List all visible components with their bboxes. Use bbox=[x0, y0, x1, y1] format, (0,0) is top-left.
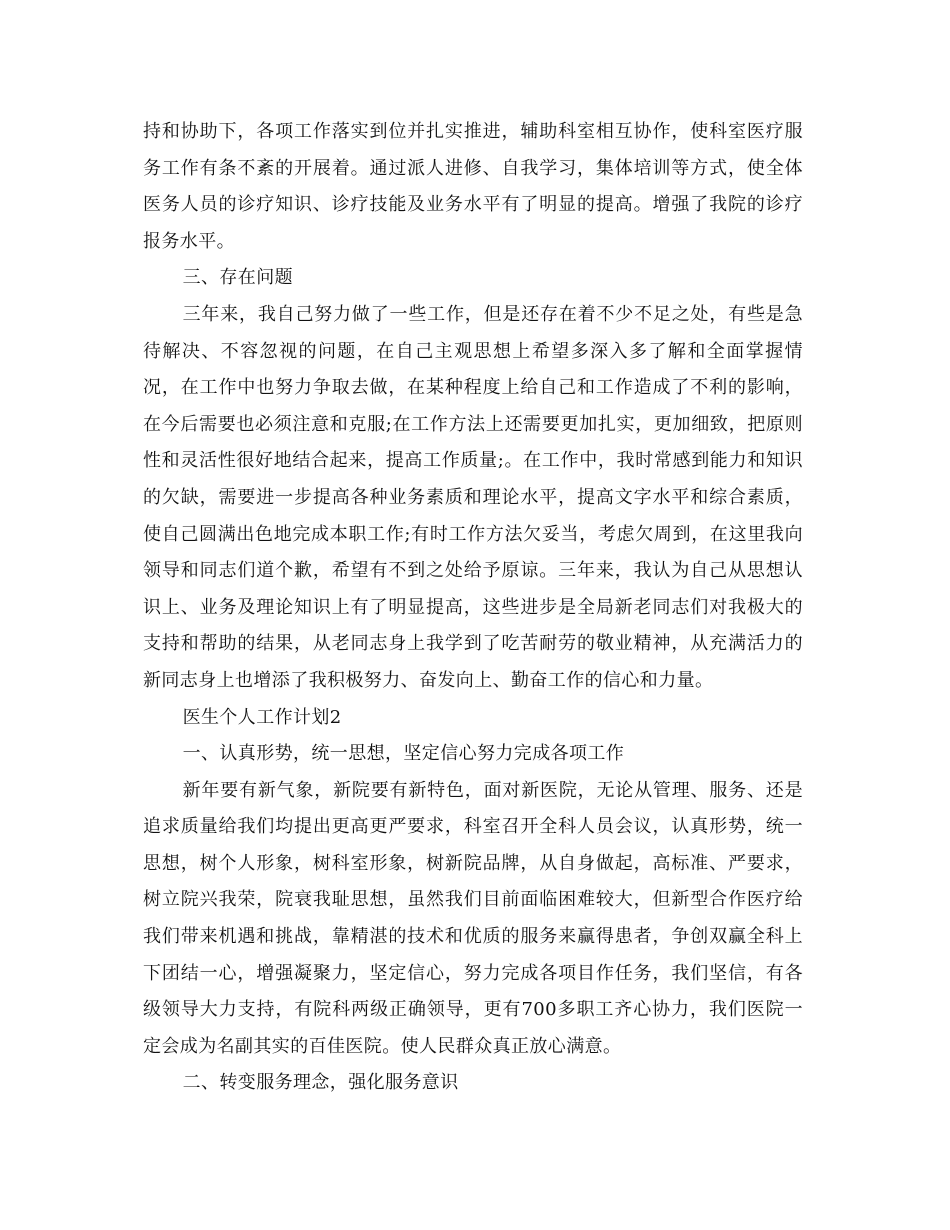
section-heading-one: 一、认真形势，统一思想，坚定信心努力完成各项工作 bbox=[182, 743, 625, 765]
paragraph-continuation: 持和协助下，各项工作落实到位并扎实推进，辅助科室相互协作，使科室医疗服务工作有条不紊的开展着。通过派人进修、自我学习，集体培训等方式，使全体医务人员的诊疗知识、诊疗技能及业务水平有了明显的提高。增强了我院的诊疗报务水平。 bbox=[143, 121, 803, 252]
paragraph-new-year: 新年要有新气象，新院要有新特色，面对新医院，无论从管理、服务、还是追求质量给我们均提出更高更严要求，科室召开全科人员会议，认真形势，统一思想，树个人形象，树科室形象，树新院品牌，从自身做起，高标准、严要求，树立院兴我荣，院衰我耻思想，虽然我们目前面临困难较大，但新型合作医疗给我们带来机遇和挑战，靠精湛的技术和优质的服务来赢得患者，争创双赢全科上下团结一心，增强凝聚力，坚定信心，努力完成各项目作任务，我们坚信，有各级领导大力支持，有院科两级正确领导，更有700多职工齐心协力，我们医院一定会成为名副其实的百佳医院。使人民群众真正放心满意。 bbox=[143, 779, 803, 1057]
paragraph-problems: 三年来，我自己努力做了一些工作，但是还存在着不少不足之处，有些是急待解决、不容忽视的问题，在自己主观思想上希望多深入多了解和全面掌握情况，在工作中也努力争取去做，在某种程度上给自己和工作造成了不利的影响，在今后需要也必须注意和克服;在工作方法上还需要更加扎实，更加细致，把原则性和灵活性很好地结合起来，提高工作质量;。在工作中，我时常感到能力和知识的欠缺，需要进一步提高各种业务素质和理论水平，提高文字水平和综合素质，使自己圆满出色地完成本职工作;有时工作方法欠妥当，考虑欠周到，在这里我向领导和同志们道个歉，希望有不到之处给予原谅。三年来，我认为自己从思想认识上、业务及理论知识上有了明显提高，这些进步是全局新老同志们对我极大的支持和帮助的结果，从老同志身上我学到了吃苦耐劳的敬业精神，从充满活力的新同志身上也增添了我积极努力、奋发向上、勤奋工作的信心和力量。 bbox=[143, 303, 803, 691]
section-heading-two: 二、转变服务理念，强化服务意识 bbox=[182, 1072, 459, 1094]
document-page bbox=[143, 114, 803, 1102]
document-title-plan-2: 医生个人工作计划2 bbox=[182, 706, 342, 728]
section-heading-problems: 三、存在问题 bbox=[182, 267, 293, 289]
